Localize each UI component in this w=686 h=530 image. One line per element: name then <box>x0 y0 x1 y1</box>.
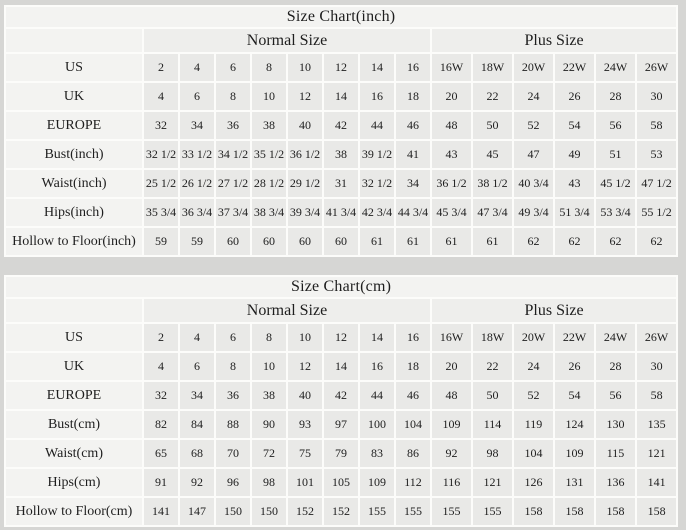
data-cell: 43 <box>432 141 471 168</box>
data-cell: 8 <box>252 324 286 351</box>
row-label: Bust(inch) <box>6 141 142 168</box>
data-cell: 61 <box>360 228 394 255</box>
data-cell: 54 <box>555 112 594 139</box>
data-cell: 84 <box>180 411 214 438</box>
data-cell: 18W <box>473 324 512 351</box>
data-cell: 18 <box>396 83 430 110</box>
data-cell: 35 3/4 <box>144 199 178 226</box>
data-cell: 60 <box>324 228 358 255</box>
data-cell: 10 <box>288 324 322 351</box>
data-cell: 97 <box>324 411 358 438</box>
data-cell: 150 <box>252 498 286 525</box>
table-row <box>6 440 676 467</box>
table-row <box>6 170 676 197</box>
group-header-normal-size: Normal Size <box>144 299 430 322</box>
data-cell: 44 <box>360 112 394 139</box>
data-cell: 62 <box>514 228 553 255</box>
data-cell: 158 <box>555 498 594 525</box>
data-cell: 18 <box>396 353 430 380</box>
group-header-plus-size: Plus Size <box>432 29 676 52</box>
data-cell: 158 <box>514 498 553 525</box>
data-cell: 104 <box>396 411 430 438</box>
data-cell: 79 <box>324 440 358 467</box>
data-cell: 45 <box>473 141 512 168</box>
data-cell: 86 <box>396 440 430 467</box>
data-cell: 26 <box>555 353 594 380</box>
data-cell: 6 <box>216 54 250 81</box>
data-cell: 4 <box>144 353 178 380</box>
data-cell: 40 <box>288 112 322 139</box>
data-cell: 158 <box>637 498 676 525</box>
row-label: UK <box>6 353 142 380</box>
data-cell: 38 <box>252 382 286 409</box>
data-cell: 141 <box>144 498 178 525</box>
data-cell: 47 1/2 <box>637 170 676 197</box>
data-cell: 38 3/4 <box>252 199 286 226</box>
data-cell: 58 <box>637 382 676 409</box>
data-cell: 6 <box>180 353 214 380</box>
table-row <box>6 141 676 168</box>
data-cell: 40 3/4 <box>514 170 553 197</box>
data-cell: 22W <box>555 324 594 351</box>
data-cell: 126 <box>514 469 553 496</box>
data-cell: 16W <box>432 54 471 81</box>
data-cell: 101 <box>288 469 322 496</box>
data-cell: 56 <box>596 112 635 139</box>
data-cell: 52 <box>514 112 553 139</box>
row-label: Waist(inch) <box>6 170 142 197</box>
data-cell: 50 <box>473 112 512 139</box>
data-cell: 10 <box>288 54 322 81</box>
data-cell: 35 1/2 <box>252 141 286 168</box>
data-cell: 40 <box>288 382 322 409</box>
data-cell: 112 <box>396 469 430 496</box>
group-header-normal-size: Normal Size <box>144 29 430 52</box>
data-cell: 30 <box>637 353 676 380</box>
data-cell: 100 <box>360 411 394 438</box>
data-cell: 48 <box>432 112 471 139</box>
data-cell: 116 <box>432 469 471 496</box>
data-cell: 109 <box>360 469 394 496</box>
row-label: EUROPE <box>6 112 142 139</box>
data-cell: 38 <box>324 141 358 168</box>
data-cell: 82 <box>144 411 178 438</box>
data-cell: 39 3/4 <box>288 199 322 226</box>
data-cell: 41 3/4 <box>324 199 358 226</box>
data-cell: 34 <box>180 112 214 139</box>
data-cell: 109 <box>432 411 471 438</box>
data-cell: 55 1/2 <box>637 199 676 226</box>
data-cell: 59 <box>144 228 178 255</box>
data-cell: 10 <box>252 83 286 110</box>
data-cell: 12 <box>324 54 358 81</box>
data-cell: 28 1/2 <box>252 170 286 197</box>
data-cell: 114 <box>473 411 512 438</box>
data-cell: 92 <box>432 440 471 467</box>
data-cell: 49 3/4 <box>514 199 553 226</box>
data-cell: 12 <box>288 83 322 110</box>
data-cell: 44 3/4 <box>396 199 430 226</box>
row-label: EUROPE <box>6 382 142 409</box>
data-cell: 26W <box>637 54 676 81</box>
data-cell: 51 3/4 <box>555 199 594 226</box>
data-cell: 119 <box>514 411 553 438</box>
data-cell: 155 <box>396 498 430 525</box>
data-cell: 36 1/2 <box>432 170 471 197</box>
row-label: US <box>6 54 142 81</box>
data-cell: 52 <box>514 382 553 409</box>
data-cell: 25 1/2 <box>144 170 178 197</box>
data-cell: 16 <box>360 353 394 380</box>
data-cell: 62 <box>596 228 635 255</box>
row-label: Waist(cm) <box>6 440 142 467</box>
data-cell: 60 <box>216 228 250 255</box>
data-cell: 42 <box>324 382 358 409</box>
data-cell: 8 <box>216 83 250 110</box>
group-header-plus-size: Plus Size <box>432 299 676 322</box>
data-cell: 32 <box>144 112 178 139</box>
data-cell: 65 <box>144 440 178 467</box>
data-cell: 44 <box>360 382 394 409</box>
data-cell: 6 <box>180 83 214 110</box>
data-cell: 29 1/2 <box>288 170 322 197</box>
data-cell: 2 <box>144 54 178 81</box>
data-cell: 53 <box>637 141 676 168</box>
table-row <box>6 411 676 438</box>
data-cell: 75 <box>288 440 322 467</box>
data-cell: 155 <box>360 498 394 525</box>
data-cell: 56 <box>596 382 635 409</box>
table-row <box>6 228 676 255</box>
data-cell: 124 <box>555 411 594 438</box>
table-row <box>6 353 676 380</box>
data-cell: 18W <box>473 54 512 81</box>
data-cell: 115 <box>596 440 635 467</box>
data-cell: 50 <box>473 382 512 409</box>
data-cell: 14 <box>324 83 358 110</box>
data-cell: 47 <box>514 141 553 168</box>
table-row <box>6 54 676 81</box>
data-cell: 42 3/4 <box>360 199 394 226</box>
data-cell: 31 <box>324 170 358 197</box>
row-label: Hips(cm) <box>6 469 142 496</box>
data-cell: 43 <box>555 170 594 197</box>
data-cell: 36 1/2 <box>288 141 322 168</box>
data-cell: 12 <box>324 324 358 351</box>
data-cell: 104 <box>514 440 553 467</box>
data-cell: 10 <box>252 353 286 380</box>
data-cell: 152 <box>288 498 322 525</box>
data-cell: 26 <box>555 83 594 110</box>
data-cell: 47 3/4 <box>473 199 512 226</box>
data-cell: 105 <box>324 469 358 496</box>
corner-spacer <box>6 29 142 52</box>
data-cell: 24W <box>596 324 635 351</box>
data-cell: 121 <box>473 469 512 496</box>
data-cell: 32 1/2 <box>144 141 178 168</box>
data-cell: 6 <box>216 324 250 351</box>
data-cell: 90 <box>252 411 286 438</box>
data-cell: 32 <box>144 382 178 409</box>
data-cell: 14 <box>360 54 394 81</box>
data-cell: 49 <box>555 141 594 168</box>
data-cell: 53 3/4 <box>596 199 635 226</box>
data-cell: 26W <box>637 324 676 351</box>
data-cell: 147 <box>180 498 214 525</box>
data-cell: 61 <box>432 228 471 255</box>
data-cell: 34 <box>396 170 430 197</box>
data-cell: 46 <box>396 382 430 409</box>
data-cell: 24 <box>514 83 553 110</box>
data-cell: 155 <box>473 498 512 525</box>
data-cell: 27 1/2 <box>216 170 250 197</box>
data-cell: 16 <box>360 83 394 110</box>
data-cell: 60 <box>288 228 322 255</box>
data-cell: 22 <box>473 83 512 110</box>
data-cell: 22W <box>555 54 594 81</box>
table-row <box>6 199 676 226</box>
data-cell: 37 3/4 <box>216 199 250 226</box>
row-label: Hips(inch) <box>6 199 142 226</box>
data-cell: 36 <box>216 382 250 409</box>
data-cell: 38 1/2 <box>473 170 512 197</box>
data-cell: 16 <box>396 54 430 81</box>
data-cell: 91 <box>144 469 178 496</box>
table-row <box>6 112 676 139</box>
data-cell: 88 <box>216 411 250 438</box>
row-label: US <box>6 324 142 351</box>
data-cell: 34 1/2 <box>216 141 250 168</box>
size-chart-cm-table <box>4 275 678 527</box>
table-row <box>6 324 676 351</box>
data-cell: 60 <box>252 228 286 255</box>
data-cell: 141 <box>637 469 676 496</box>
data-cell: 42 <box>324 112 358 139</box>
data-cell: 155 <box>432 498 471 525</box>
data-cell: 8 <box>216 353 250 380</box>
data-cell: 61 <box>473 228 512 255</box>
data-cell: 24W <box>596 54 635 81</box>
data-cell: 2 <box>144 324 178 351</box>
data-cell: 51 <box>596 141 635 168</box>
table-row <box>6 83 676 110</box>
data-cell: 16W <box>432 324 471 351</box>
data-cell: 150 <box>216 498 250 525</box>
data-cell: 98 <box>473 440 512 467</box>
data-cell: 14 <box>324 353 358 380</box>
data-cell: 28 <box>596 353 635 380</box>
data-cell: 45 1/2 <box>596 170 635 197</box>
data-cell: 38 <box>252 112 286 139</box>
corner-spacer <box>6 299 142 322</box>
data-cell: 58 <box>637 112 676 139</box>
data-cell: 30 <box>637 83 676 110</box>
data-cell: 8 <box>252 54 286 81</box>
data-cell: 45 3/4 <box>432 199 471 226</box>
data-cell: 62 <box>555 228 594 255</box>
data-cell: 26 1/2 <box>180 170 214 197</box>
data-cell: 46 <box>396 112 430 139</box>
data-cell: 98 <box>252 469 286 496</box>
table-row <box>6 498 676 525</box>
data-cell: 32 1/2 <box>360 170 394 197</box>
row-label: UK <box>6 83 142 110</box>
data-cell: 24 <box>514 353 553 380</box>
row-label: Hollow to Floor(cm) <box>6 498 142 525</box>
data-cell: 20W <box>514 324 553 351</box>
size-chart-cm-title: Size Chart(cm) <box>6 277 676 297</box>
data-cell: 33 1/2 <box>180 141 214 168</box>
data-cell: 20 <box>432 83 471 110</box>
data-cell: 62 <box>637 228 676 255</box>
size-chart-inch-table <box>4 5 678 257</box>
data-cell: 22 <box>473 353 512 380</box>
data-cell: 39 1/2 <box>360 141 394 168</box>
data-cell: 61 <box>396 228 430 255</box>
data-cell: 36 <box>216 112 250 139</box>
data-cell: 68 <box>180 440 214 467</box>
data-cell: 4 <box>180 54 214 81</box>
data-cell: 20W <box>514 54 553 81</box>
data-cell: 96 <box>216 469 250 496</box>
data-cell: 14 <box>360 324 394 351</box>
data-cell: 41 <box>396 141 430 168</box>
data-cell: 135 <box>637 411 676 438</box>
data-cell: 20 <box>432 353 471 380</box>
data-cell: 92 <box>180 469 214 496</box>
data-cell: 121 <box>637 440 676 467</box>
data-cell: 83 <box>360 440 394 467</box>
data-cell: 54 <box>555 382 594 409</box>
data-cell: 59 <box>180 228 214 255</box>
data-cell: 70 <box>216 440 250 467</box>
table-row <box>6 469 676 496</box>
data-cell: 152 <box>324 498 358 525</box>
table-row <box>6 382 676 409</box>
data-cell: 4 <box>144 83 178 110</box>
data-cell: 48 <box>432 382 471 409</box>
data-cell: 72 <box>252 440 286 467</box>
data-cell: 130 <box>596 411 635 438</box>
data-cell: 109 <box>555 440 594 467</box>
data-cell: 131 <box>555 469 594 496</box>
data-cell: 93 <box>288 411 322 438</box>
data-cell: 34 <box>180 382 214 409</box>
row-label: Bust(cm) <box>6 411 142 438</box>
data-cell: 158 <box>596 498 635 525</box>
data-cell: 16 <box>396 324 430 351</box>
row-label: Hollow to Floor(inch) <box>6 228 142 255</box>
data-cell: 36 3/4 <box>180 199 214 226</box>
data-cell: 4 <box>180 324 214 351</box>
data-cell: 136 <box>596 469 635 496</box>
size-chart-inch-title: Size Chart(inch) <box>6 7 676 27</box>
data-cell: 28 <box>596 83 635 110</box>
data-cell: 12 <box>288 353 322 380</box>
